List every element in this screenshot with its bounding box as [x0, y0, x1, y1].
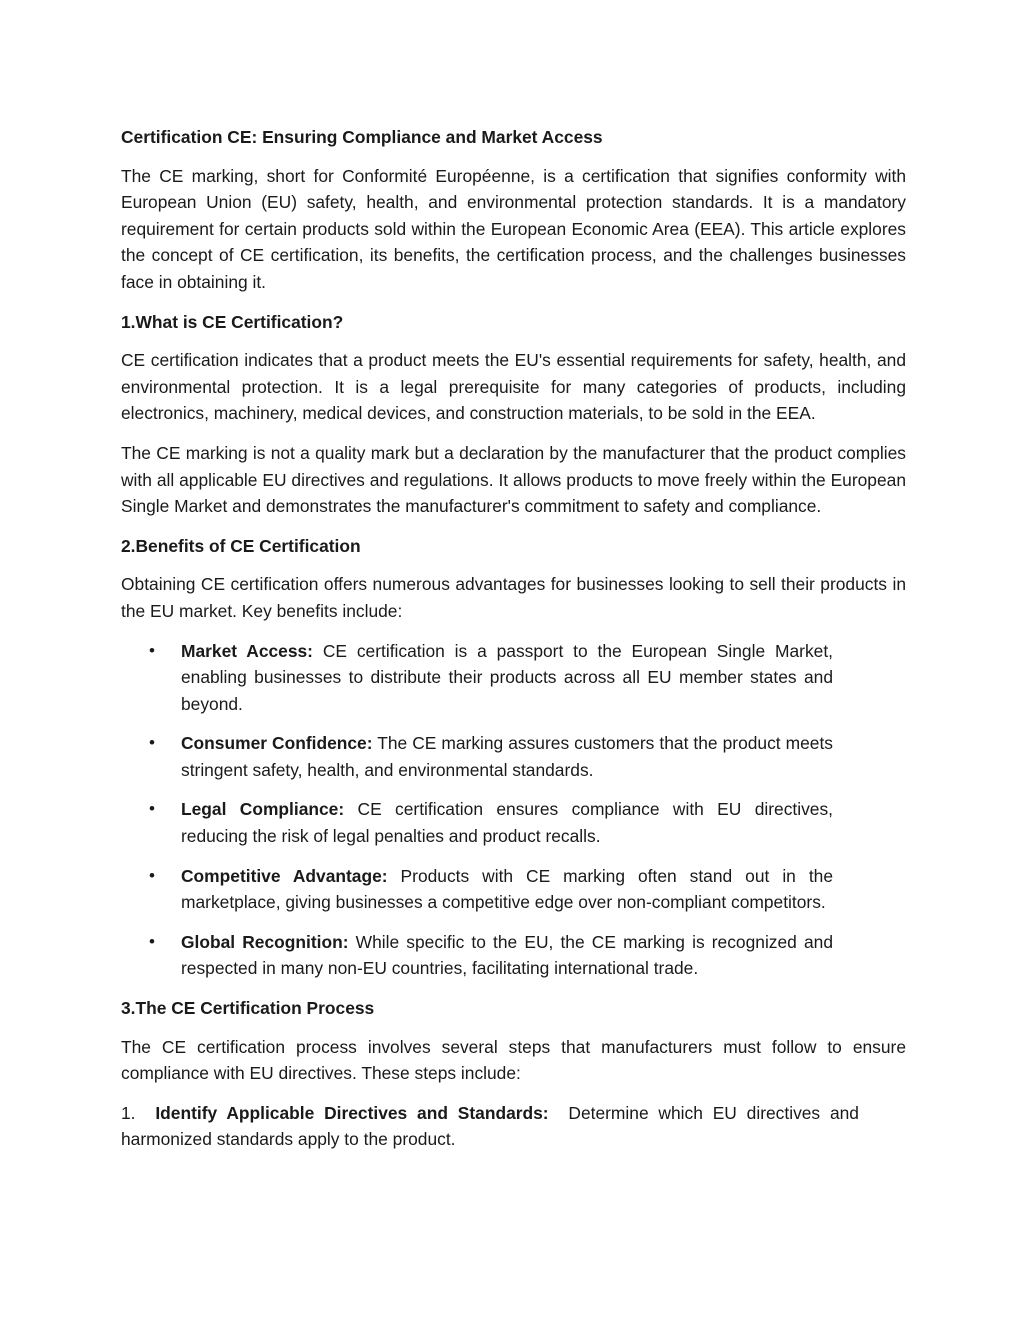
benefit-text: CE certification is a passport to the European Single Market, enabling businesses to distribute their products across all EU member states and beyond. — [181, 640, 833, 714]
section-1-heading: 1.What is CE Certification? — [121, 311, 344, 332]
step-number: 1. — [121, 1102, 136, 1123]
bullet-icon: • — [149, 733, 155, 753]
benefit-term: Global Recognition: — [181, 931, 349, 952]
section-1-paragraph-2: The CE marking is not a quality mark but a declaration by the manufacturer that the product complies with all applicable EU directives and regulations. It allows products to move freely within the European Single Market and demonstrates the manufacturer's commitment to safety and compliance. — [121, 442, 906, 517]
step-text: Determine which EU directives and harmonized standards apply to the product. — [121, 1102, 859, 1150]
step-term: Identify Applicable Directives and Standards: — [155, 1102, 549, 1123]
section-2-intro: Obtaining CE certification offers numerous advantages for businesses looking to sell their products in the EU market. Key benefits include: — [121, 574, 906, 621]
benefit-term: Market Access: — [181, 640, 313, 661]
bullet-icon: • — [149, 640, 155, 660]
list-item — [149, 796, 833, 849]
benefit-term: Competitive Advantage: — [181, 865, 388, 886]
bullet-icon: • — [149, 799, 155, 819]
benefit-text: While specific to the EU, the CE marking is recognized and respected in many non-EU countries, facilitating international trade. — [181, 931, 833, 979]
section-2-heading: 2.Benefits of CE Certification — [121, 535, 361, 556]
bullet-icon: • — [149, 865, 155, 885]
list-item — [149, 638, 833, 718]
bullet-icon: • — [149, 931, 155, 951]
benefit-term: Legal Compliance: — [181, 799, 345, 820]
list-item — [149, 730, 833, 783]
benefit-text: Products with CE marking often stand out in the marketplace, giving businesses a competitive edge over non-compliant competitors. — [181, 865, 833, 913]
process-step — [121, 1100, 859, 1153]
list-item — [149, 929, 833, 982]
benefit-term: Consumer Confidence: — [181, 733, 373, 754]
benefits-list — [121, 638, 833, 983]
document-title: Certification CE: Ensuring Compliance and Market Access — [121, 127, 603, 147]
benefit-text: The CE marking assures customers that the product meets stringent safety, health, and environmental standards. — [181, 733, 833, 780]
intro-paragraph: The CE marking, short for Conformité Européenne, is a certification that signifies conformity with European Union (EU) safety, health, and environmental protection standards. It is a mandatory requirement for certain products sold within the European Economic Area (EEA). This article explores the concept of CE certification, its benefits, the certification process, and the challenges businesses face in obtaining it. — [121, 165, 906, 292]
section-3-intro: The CE certification process involves several steps that manufacturers must follow to ensure compliance with EU directives. These steps include: — [121, 1036, 906, 1084]
section-1-paragraph-1: CE certification indicates that a product meets the EU's essential requirements for safety, health, and environmental protection. It is a legal prerequisite for many categories of products, including electronics, machinery, medical devices, and construction materials, to be sold in the EEA. — [121, 350, 906, 424]
benefit-text: CE certification ensures compliance with EU directives, reducing the risk of legal penalties and product recalls. — [181, 799, 833, 847]
list-item — [149, 863, 833, 916]
section-3-heading: 3.The CE Certification Process — [121, 998, 375, 1019]
